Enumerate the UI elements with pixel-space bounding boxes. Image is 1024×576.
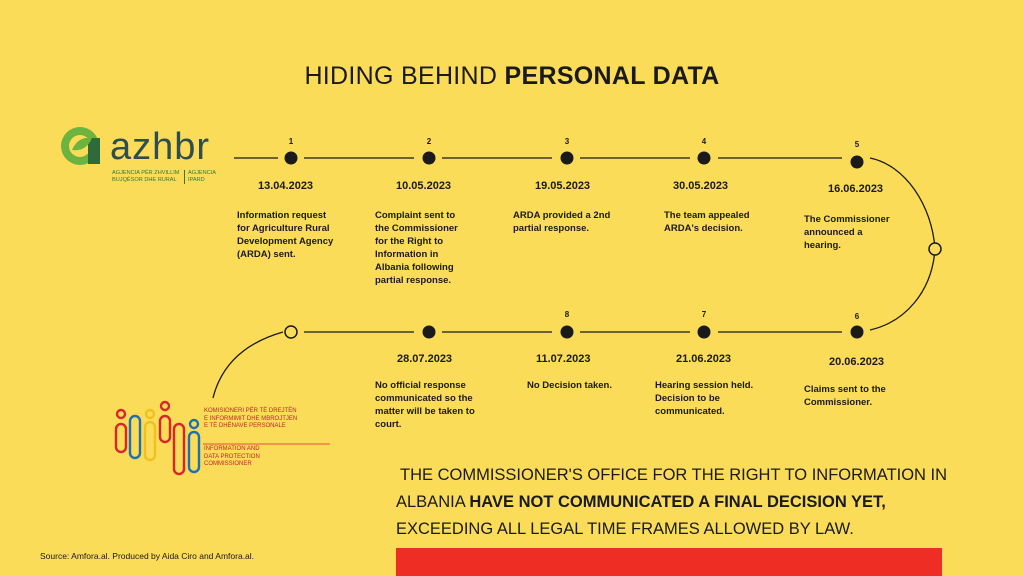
event-4-number: 4 [701,137,707,146]
event-8-number: 8 [564,310,570,319]
timeline-dot-2 [423,152,436,165]
event-7-number: 7 [701,310,707,319]
event-6-number: 6 [854,312,860,321]
event-3-number: 3 [564,137,570,146]
idp-logo-icon [116,402,199,474]
timeline-dot-9 [423,326,436,339]
source-note: Source: Amfora.al. Produced by Aida Ciro and Amfora.al. [40,551,255,561]
azhbr-logo-icon [61,127,100,165]
event-9-date: 28.07.2023 [397,353,453,365]
event-2-date: 10.05.2023 [396,180,452,192]
event-6-date: 20.06.2023 [829,356,885,368]
page-title: HIDING BEHIND PERSONAL DATA [304,62,720,90]
idp-logo-text-en: INFORMATION AND DATA PROTECTION COMMISSIONER [204,446,260,467]
event-3-date: 19.05.2023 [535,180,591,192]
accent-bar [396,548,942,576]
timeline-dot-6 [851,326,864,339]
azhbr-subtitle-left: AGJENCIA PËR ZHVILLIM BUJQËSOR DHE RURAL [112,170,180,183]
timeline-dot-8 [561,326,574,339]
azhbr-wordmark: azhbr [110,126,211,168]
event-8-date: 11.07.2023 [536,353,591,365]
timeline-dot-4 [698,152,711,165]
event-4-text: The team appealed ARDA's decision. [664,210,750,234]
event-5-text: The Commissioner announced a hearing. [804,214,890,251]
timeline-dot-1 [285,152,298,165]
event-5-date: 16.06.2023 [828,183,884,195]
timeline-open-dot-right [929,243,941,255]
timeline-dot-3 [561,152,574,165]
timeline-open-dot-left [285,326,297,338]
event-3-text: ARDA provided a 2nd partial response. [513,210,611,234]
event-4-date: 30.05.2023 [673,180,729,192]
conclusion-statement: THE COMMISSIONER'S OFFICE FOR THE RIGHT TO INFORMATION IN ALBANIA HAVE NOT COMMUNICATED A FINAL DECISION YET, EXCEEDING ALL LEGAL TIME FRAMES ALLOWED BY LAW. [396,466,948,538]
event-5-number: 5 [854,140,860,149]
azhbr-subtitle-right: AGJENCIA IPARD [184,170,216,184]
event-2-number: 2 [426,137,432,146]
event-6-text: Claims sent to the Commissioner. [804,384,886,408]
event-8-text: No Decision taken. [527,380,612,391]
timeline-dot-5 [851,156,864,169]
event-7-text: Hearing session held. Decision to be communicated. [655,380,754,417]
event-9-text: No official response communicated so the matter will be taken to court. [375,380,475,430]
event-1-date: 13.04.2023 [258,180,314,192]
event-7-date: 21.06.2023 [676,353,732,365]
idp-logo-text-sq: KOMISIONERI PËR TË DREJTËN E INFORMIMIT DHE MBROJTJEN E TË DHËNAVE PERSONALE [204,408,298,429]
event-1-number: 1 [288,137,294,146]
event-2-text: Complaint sent to the Commissioner for the Right to Information in Albania following partial response. [375,210,458,286]
timeline-dot-7 [698,326,711,339]
event-1-text: Information request for Agriculture Rural Development Agency (ARDA) sent. [237,210,334,260]
